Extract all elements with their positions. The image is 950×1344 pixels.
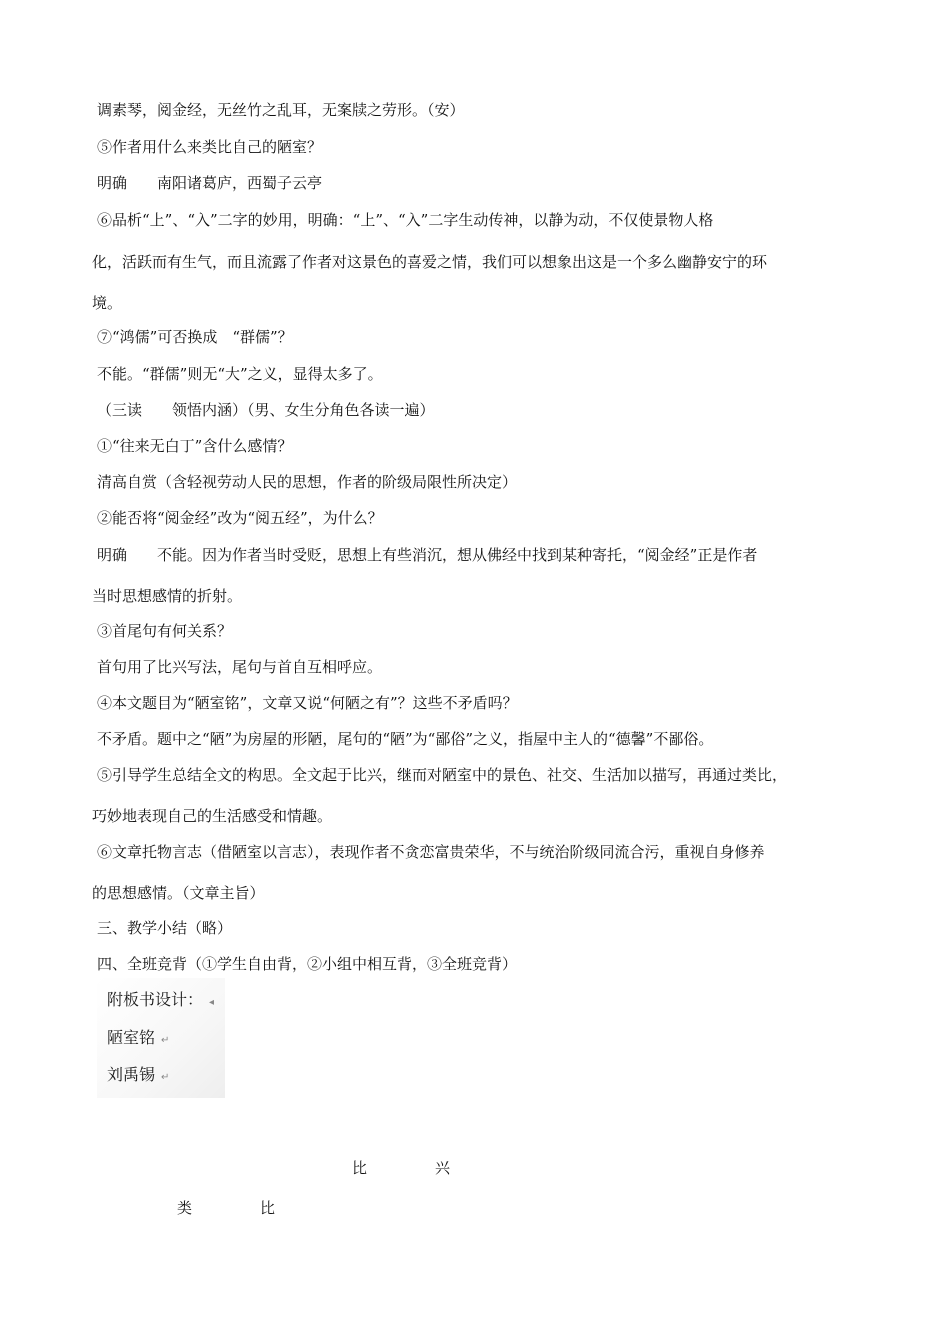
diagram-char-bi2: 比 xyxy=(260,1199,276,1217)
return-mark-icon: ↵ xyxy=(161,1035,170,1046)
text-line: ⑥文章托物言志（借陋室以言志），表现作者不贪恋富贵荣华，不与统治阶级同流合污，重视自身修养 xyxy=(97,843,765,861)
diagram-char-bi: 比 xyxy=(352,1159,368,1177)
board-design-image xyxy=(97,978,225,1098)
text-line: 境。 xyxy=(92,294,123,312)
paragraph-mark-icon: ◂ xyxy=(209,997,215,1008)
board-title: 附板书设计： xyxy=(107,990,204,1009)
text-line: ⑦“鸿儒”可否换成 “群儒”？ xyxy=(97,328,293,346)
text-line: 的思想感情。（文章主旨） xyxy=(92,884,265,902)
return-mark-icon: ↵ xyxy=(161,1072,170,1083)
text-line: 调素琴，阅金经，无丝竹之乱耳，无案牍之劳形。（安） xyxy=(97,101,465,119)
text-line: 首句用了比兴写法，尾句与首自互相呼应。 xyxy=(97,658,383,676)
text-line: （三读 领悟内涵）（男、女生分角色各读一遍） xyxy=(97,401,435,419)
text-line: ①“往来无白丁”含什么感情？ xyxy=(97,437,293,455)
diagram-char-lei: 类 xyxy=(177,1199,193,1217)
text-line: 明确 不能。因为作者当时受贬，思想上有些消沉，想从佛经中找到某种寄托，“阅金经”正是作者 xyxy=(97,546,758,564)
diagram-char-xing: 兴 xyxy=(435,1159,451,1177)
text-line: 当时思想感情的折射。 xyxy=(92,587,243,605)
text-line: 清高自赏（含轻视劳动人民的思想，作者的阶级局限性所决定） xyxy=(97,473,518,491)
text-line: ③首尾句有何关系？ xyxy=(97,622,233,640)
text-line: 巧妙地表现自己的生活感受和情趣。 xyxy=(92,807,333,825)
text-line: 明确 南阳诸葛庐，西蜀子云亭 xyxy=(97,174,323,192)
text-line: ⑤引导学生总结全文的构思。全文起于比兴，继而对陋室中的景色、社交、生活加以描写，再通过类比， xyxy=(97,766,788,784)
text-line: ②能否将“阅金经”改为“阅五经”，为什么？ xyxy=(97,509,383,527)
text-line: ⑥品析“上”、“入”二字的妙用，明确：“上”、“入”二字生动传神，以静为动，不仅使景物人格 xyxy=(97,211,714,229)
board-work-title: 陋室铭 xyxy=(107,1028,156,1047)
text-line: 三、教学小结（略） xyxy=(97,919,233,937)
text-line: 不矛盾。题中之“陋”为房屋的形陋，尾句的“陋”为“鄙俗”之义，指屋中主人的“德馨”不鄙俗。 xyxy=(97,730,714,748)
text-line: ⑤作者用什么来类比自己的陋室？ xyxy=(97,138,323,156)
text-line: 化，活跃而有生气，而且流露了作者对这景色的喜爱之情，我们可以想象出这是一个多么幽静安宁的环 xyxy=(92,253,768,271)
text-line: ④本文题目为“陋室铭”，文章又说“何陋之有”？这些不矛盾吗？ xyxy=(97,694,518,712)
text-line: 四、全班竞背（①学生自由背，②小组中相互背，③全班竞背） xyxy=(97,955,518,973)
board-author: 刘禹锡 xyxy=(107,1065,156,1084)
text-line: 不能。“群儒”则无“大”之义，显得太多了。 xyxy=(97,365,383,383)
